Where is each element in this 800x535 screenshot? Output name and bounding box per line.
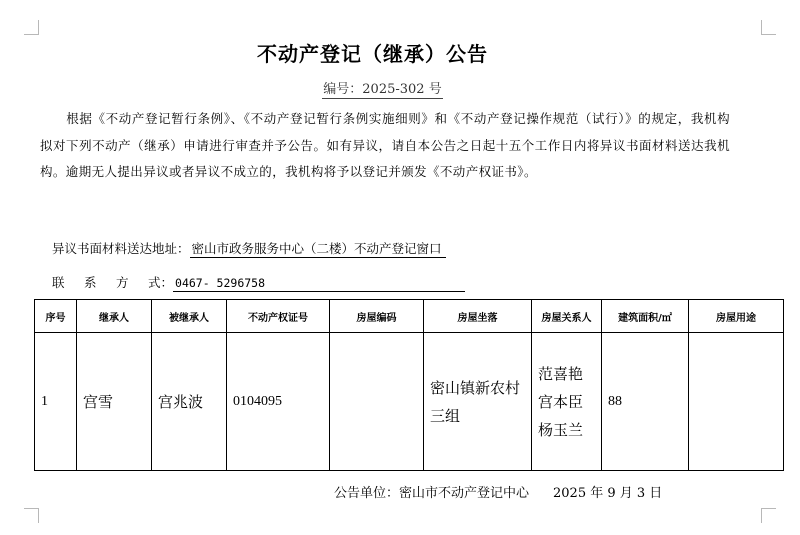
cell-house-code: [330, 333, 424, 471]
announcement-footer: [334, 482, 662, 501]
related-person: 宫本臣: [538, 392, 584, 411]
objection-address: [52, 239, 446, 257]
registration-table: [34, 299, 784, 471]
contact-phone: 0467- 5296758: [173, 276, 465, 292]
contact-line: [52, 273, 465, 292]
contact-label-char: 方: [116, 275, 129, 290]
related-person: 杨玉兰: [538, 420, 584, 439]
contact-label: [52, 275, 173, 290]
header-seq: 序号: [35, 300, 77, 333]
cell-decedent: 宫兆波: [152, 333, 227, 471]
page-title: 不动产登记（继承）公告: [257, 42, 488, 66]
contact-label-char: 系: [84, 275, 97, 290]
header-certificate-no: 不动产权证号: [227, 300, 330, 333]
cell-certificate-no: 0104095: [227, 333, 330, 471]
issuing-unit: 公告单位：密山市不动产登记中心: [334, 486, 530, 501]
objection-address-label: 异议书面材料送达地址：: [52, 241, 190, 256]
table-header-row: [35, 300, 784, 333]
cell-seq: 1: [35, 333, 77, 471]
header-related-persons: 房屋关系人: [532, 300, 602, 333]
document-number: [0, 78, 765, 97]
header-heir: 继承人: [77, 300, 152, 333]
announcement-body: [40, 106, 730, 186]
cell-area: 88: [602, 333, 689, 471]
cell-heir: 宫雪: [77, 333, 152, 471]
header-usage: 房屋用途: [689, 300, 784, 333]
header-decedent: 被继承人: [152, 300, 227, 333]
cell-location: 密山镇新农村三组: [424, 333, 532, 471]
document-number-text: 编号：2025-302 号: [323, 82, 442, 97]
table-row: [35, 333, 784, 471]
cell-related-persons: [532, 333, 602, 471]
crop-mark-top-right: [761, 20, 776, 35]
header-area: 建筑面积/㎡: [602, 300, 689, 333]
announcement-body-text: 根据《不动产登记暂行条例》、《不动产登记暂行条例实施细则》和《不动产登记操作规范（试行）》的规定，我机构拟对下列不动产（继承）申请进行审查并予公告。如有异议，请自本公告之日起十五个工作日内将异议书面材料送达我机构。逾期无人提出异议或者异议不成立的，我机构将予以登记并颁发《不动产权证书》。: [40, 111, 730, 179]
contact-label-char: 联: [52, 275, 65, 290]
objection-address-value: 密山市政务服务中心（二楼）不动产登记窗口: [190, 241, 446, 258]
crop-mark-bottom-left: [24, 508, 39, 523]
contact-label-char: 式：: [148, 275, 174, 290]
announcement-date: 2025 年 9 月 3 日: [553, 486, 663, 501]
header-location: 房屋坐落: [424, 300, 532, 333]
cell-usage: [689, 333, 784, 471]
crop-mark-top-left: [24, 20, 39, 35]
header-house-code: 房屋编码: [330, 300, 424, 333]
related-person: 范喜艳: [538, 364, 584, 383]
crop-mark-bottom-right: [761, 508, 776, 523]
